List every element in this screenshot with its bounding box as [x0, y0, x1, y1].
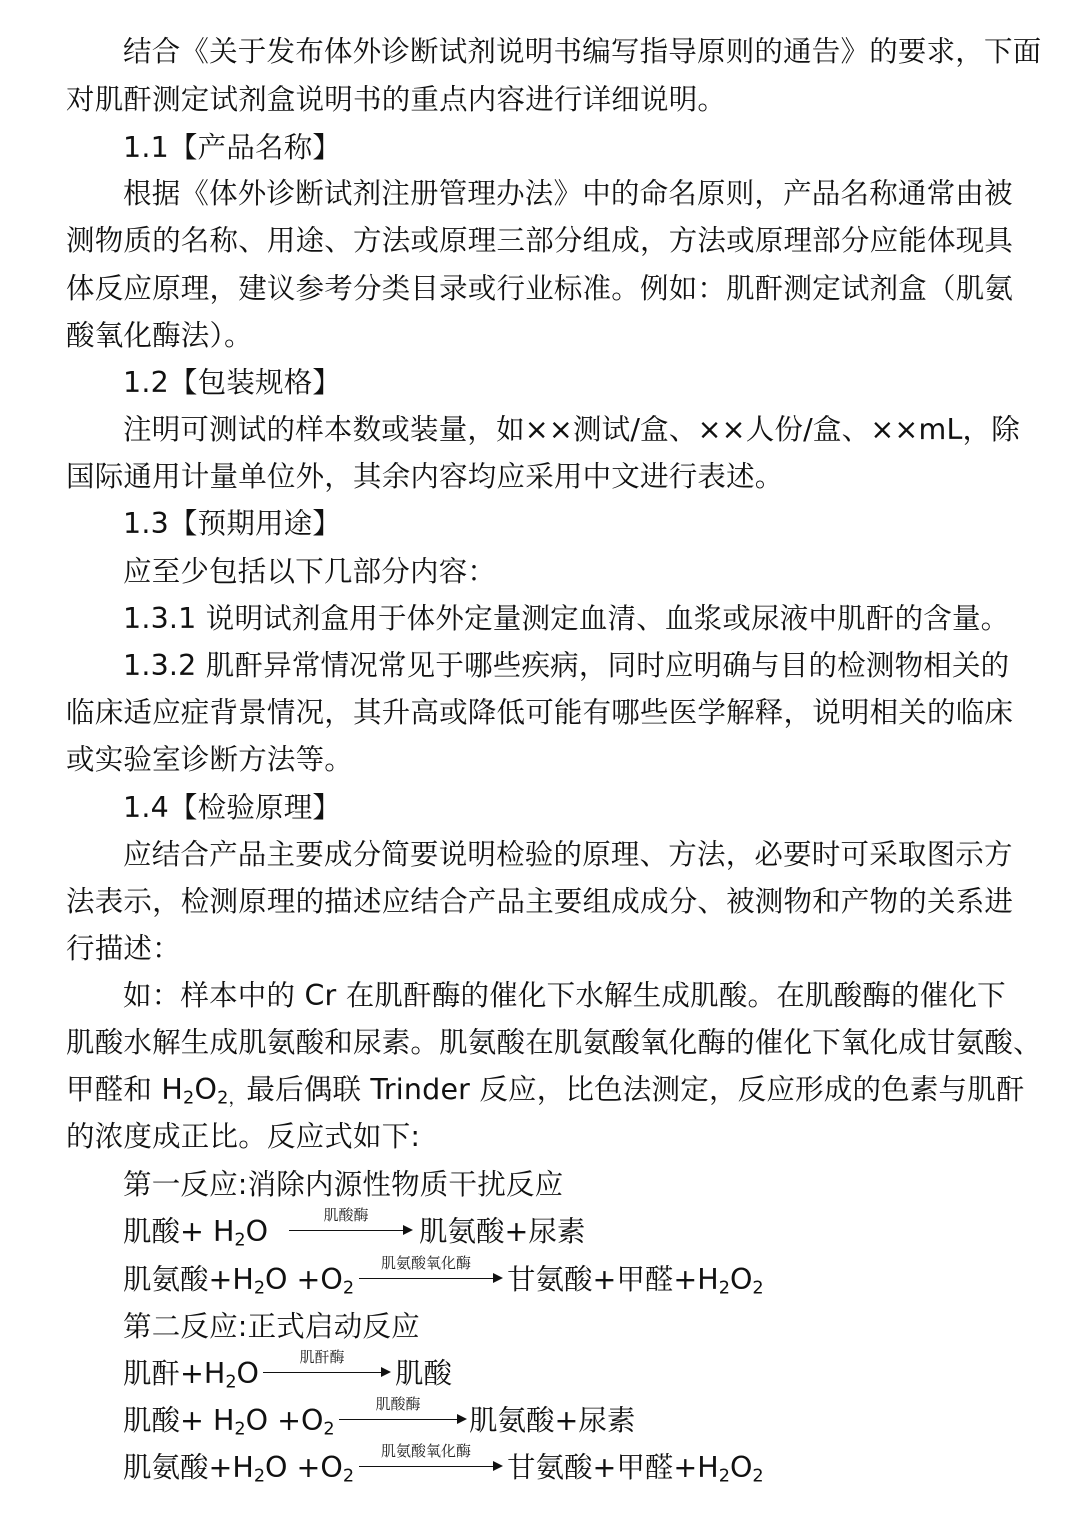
product-name-line-1: 根据《体外诊断试剂注册管理办法》中的命名原则，产品名称通常由被 [123, 177, 1013, 210]
equation-2-arrow [359, 1256, 503, 1304]
equation-2 [123, 1256, 1023, 1304]
section-heading-1-1: 1.1【产品名称】 [123, 131, 342, 164]
package-line-1: 注明可测试的样本数或装量，如××测试/盒、××人份/盒、××mL，除 [123, 413, 1020, 446]
equation-3-products: 肌酸 [395, 1357, 453, 1390]
stage-1-heading: 第一反应:消除内源性物质干扰反应 [123, 1168, 564, 1201]
usage-line-5: 或实验室诊断方法等。 [66, 743, 354, 776]
example-line-2: 肌酸水解生成肌氨酸和尿素。肌氨酸在肌氨酸氧化酶的催化下氧化成甘氨酸、 [66, 1026, 1042, 1059]
equation-5-reactants: 肌氨酸$+H_2O +O_2$ [123, 1451, 355, 1487]
equation-4-reactants: 肌酸+ $H_2O +O_2$ [123, 1404, 335, 1440]
equation-2-products: 甘氨酸+甲醛$+H_2O_2$ [507, 1263, 764, 1299]
equation-1-catalyst: 肌酸酶 [323, 1206, 369, 1224]
product-name-line-4: 酸氧化酶法）。 [66, 319, 253, 352]
equation-5-products: 甘氨酸+甲醛$+H_2O_2$ [507, 1451, 764, 1487]
principle-line-1: 应结合产品主要成分简要说明检验的原理、方法，必要时可采取图示方 [123, 838, 1013, 871]
intro-line-1: 结合《关于发布体外诊断试剂说明书编写指导原则的通告》的要求，下面 [123, 35, 1042, 68]
equation-4-arrow [339, 1397, 467, 1445]
usage-line-4: 临床适应症背景情况，其升高或降低可能有哪些医学解释，说明相关的临床 [66, 696, 1014, 729]
product-name-line-2: 测物质的名称、用途、方法或原理三部分组成，方法或原理部分应能体现具 [66, 224, 1014, 257]
stage-2-heading: 第二反应:正式启动反应 [123, 1310, 420, 1343]
equation-3-catalyst: 肌酐酶 [299, 1348, 345, 1366]
equation-2-catalyst: 肌氨酸氧化酶 [380, 1254, 471, 1272]
equation-1-products: 肌氨酸+尿素 [419, 1215, 586, 1248]
section-heading-1-4: 1.4【检验原理】 [123, 791, 342, 824]
usage-line-2: 1.3.1 说明试剂盒用于体外定量测定血清、血浆或尿液中肌酐的含量。 [123, 602, 1010, 635]
equation-5-arrow [359, 1444, 503, 1492]
principle-line-3: 行描述： [66, 932, 181, 965]
product-name-line-3: 体反应原理，建议参考分类目录或行业标准。例如：肌酐测定试剂盒（肌氨 [66, 272, 1014, 305]
equation-3 [123, 1350, 1023, 1398]
package-line-2: 国际通用计量单位外，其余内容均应采用中文进行表述。 [66, 460, 784, 493]
example-line-3: 甲醛和 $H_2O_{2,}$最后偶联 Trinder 反应，比色法测定，反应形成的色素与肌酐 [66, 1073, 1025, 1109]
usage-line-1: 应至少包括以下几部分内容： [123, 555, 497, 588]
equation-4 [123, 1397, 1023, 1445]
equation-3-reactants: 肌酐$+H_2O$ [123, 1357, 259, 1393]
equation-1-reactants: 肌酸+ $H_2O$ [123, 1215, 269, 1251]
equation-1-arrow [289, 1208, 413, 1256]
section-heading-1-2: 1.2【包装规格】 [123, 366, 342, 399]
equation-5-catalyst: 肌氨酸氧化酶 [380, 1442, 471, 1460]
equation-4-catalyst: 肌酸酶 [375, 1395, 421, 1413]
equation-1 [123, 1208, 1023, 1256]
intro-line-2: 对肌酐测定试剂盒说明书的重点内容进行详细说明。 [66, 83, 727, 116]
example-line-4: 的浓度成正比。反应式如下: [66, 1120, 421, 1153]
example-line-1: 如：样本中的 Cr 在肌酐酶的催化下水解生成肌酸。在肌酸酶的催化下 [123, 979, 1006, 1012]
principle-line-2: 法表示，检测原理的描述应结合产品主要组成成分、被测物和产物的关系进 [66, 885, 1014, 918]
equation-3-arrow [263, 1350, 391, 1398]
section-heading-1-3: 1.3【预期用途】 [123, 507, 342, 540]
equation-4-products: 肌氨酸+尿素 [469, 1404, 636, 1437]
usage-line-3: 1.3.2 肌酐异常情况常见于哪些疾病，同时应明确与目的检测物相关的 [123, 649, 1010, 682]
equation-2-reactants: 肌氨酸$+H_2O +O_2$ [123, 1263, 355, 1299]
equation-5 [123, 1444, 1023, 1492]
